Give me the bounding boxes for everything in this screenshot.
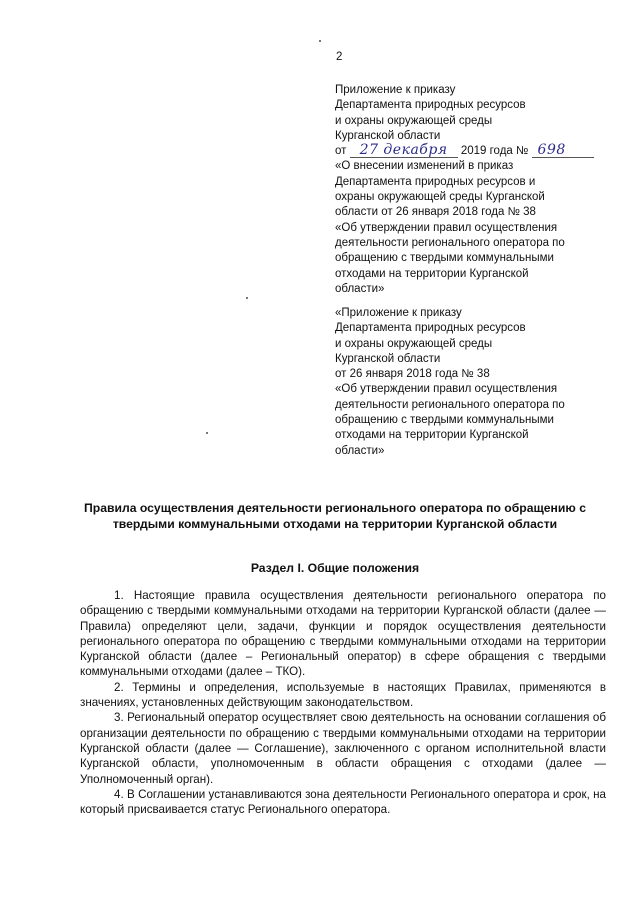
- annex-title-line: области»: [335, 282, 385, 295]
- paragraph: 4. В Соглашении устанавливаются зона деятельности Регионального оператора и срок, на который присваивается статус Регионального оператора.: [80, 787, 606, 817]
- handwritten-order-number: 698: [532, 144, 594, 158]
- section-heading: Раздел I. Общие положения: [250, 561, 420, 575]
- document-body: [80, 588, 606, 817]
- annex-line: деятельности регионального оператора по: [335, 398, 565, 411]
- annex-line: и охраны окружающей среды: [335, 337, 493, 350]
- annex-block-current: [335, 83, 615, 297]
- annex-title-line: деятельности регионального оператора по: [335, 236, 565, 249]
- page-number: 2: [336, 51, 343, 63]
- annex-date-line: [335, 144, 615, 159]
- annex-title-line: «О внесении изменений в приказ: [335, 160, 514, 173]
- annex-line: «Об утверждении правил осуществления: [335, 383, 558, 396]
- annex-line: Курганской области: [335, 129, 441, 142]
- annex-block-previous: [335, 306, 615, 459]
- year-text: 2019 года №: [460, 145, 529, 158]
- annex-line: области»: [335, 444, 385, 457]
- scan-speck: [246, 297, 248, 299]
- annex-title-line: обращению с твердыми коммунальными: [335, 252, 554, 265]
- annex-title-line: «Об утверждении правил осуществления: [335, 221, 558, 234]
- paragraph: 1. Настоящие правила осуществления деятельности регионального оператора по обращению с твердыми коммунальными отходами на территории Курганской области (далее — Правила) определяют цели, задачи, функции и порядок осуществления деятельности регионального оператора по обращению с твердыми коммунальными отходами на территории Курганской области (далее – Региональный оператор) в сфере обращения с твердыми коммунальными отходами (далее – ТКО).: [80, 589, 606, 679]
- annex-title-line: охраны окружающей среды Курганской: [335, 191, 545, 204]
- paragraph: 3. Региональный оператор осуществляет свою деятельность на основании соглашения об организации деятельности по обращению с твердыми коммунальными отходами на территории Курганской области (далее — Соглашение), заключенного с органом исполнительной власти Курганской области, уполномоченным в области обращения с отходами (далее — Уполномоченный орган).: [80, 711, 606, 786]
- annex-line: Приложение к приказу: [335, 84, 456, 96]
- annex-line: от 26 января 2018 года № 38: [335, 368, 490, 381]
- scan-speck: [319, 40, 321, 42]
- document-title: Правила осуществления деятельности регионального оператора по обращению с твердыми коммунальными отходами на территории Курганской области: [84, 501, 586, 531]
- annex-title-line: отходами на территории Курганской: [335, 267, 529, 280]
- handwritten-date: 27 декабря: [350, 144, 458, 158]
- annex-title-line: Департамента природных ресурсов и: [335, 175, 536, 188]
- annex-title-line: области от 26 января 2018 года № 38: [335, 206, 536, 219]
- annex-line: отходами на территории Курганской: [335, 429, 529, 442]
- scan-speck: [206, 432, 208, 434]
- annex-line: Департамента природных ресурсов: [335, 322, 526, 335]
- date-prefix: от: [335, 145, 347, 158]
- annex-line: и охраны окружающей среды: [335, 114, 493, 127]
- annex-line: «Приложение к приказу: [335, 307, 462, 319]
- annex-line: Курганской области: [335, 352, 441, 365]
- paragraph: 2. Термины и определения, используемые в настоящих Правилах, применяются в значениях, установленных действующим законодательством.: [80, 680, 606, 710]
- annex-line: обращению с твердыми коммунальными: [335, 414, 554, 427]
- annex-line: Департамента природных ресурсов: [335, 99, 526, 112]
